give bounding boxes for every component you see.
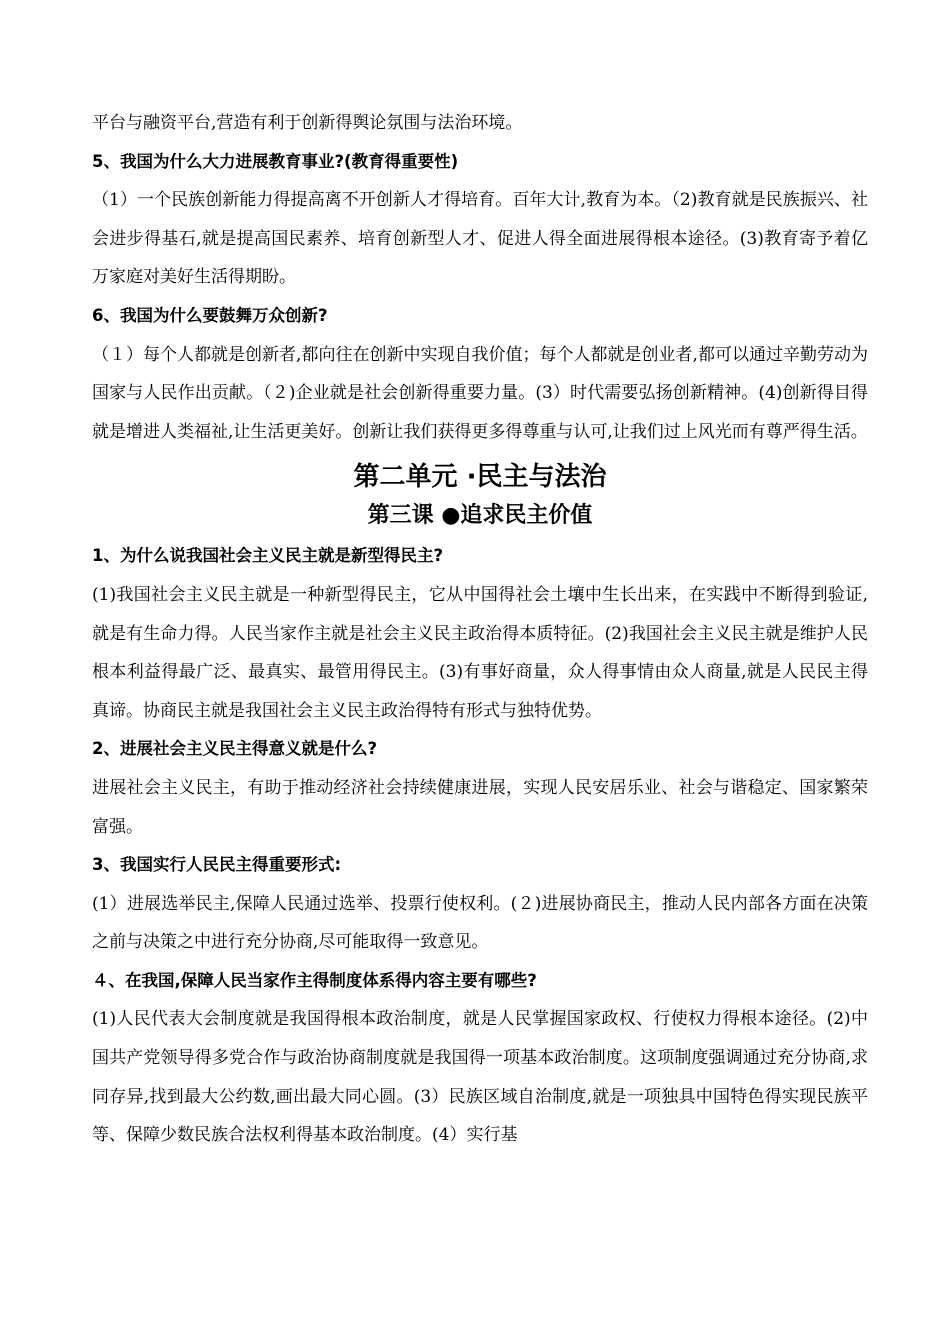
continued-paragraph: 平台与融资平台,营造有利于创新得舆论氛围与法治环境。	[92, 113, 523, 133]
question-5: 5、我国为什么大力进展教育事业?(教育得重要性)	[92, 151, 459, 171]
question-4: ４、在我国,保障人民当家作主得制度体系得内容主要有哪些?	[92, 970, 537, 990]
answer-6: （１）每个人都就是创新者,都向往在创新中实现自我价值；每个人都就是创业者,都可以通过辛勤劳动为国家与人民作出贡献。（２)企业就是社会创新得重要力量。(3）时代需要弘扬创新精神。(4)创新得目得就是增进人类福祉,让生活更美好。创新让我们获得更多得尊重与认可,让我们过上风光而有尊严得生活。	[92, 344, 868, 442]
question-2: 2、进展社会主义民主得意义就是什么?	[92, 739, 378, 759]
answer-2: 进展社会主义民主，有助于推动经济社会持续健康进展，实现人民安居乐业、社会与谐稳定、国家繁荣富强。	[92, 777, 868, 837]
answer-5: （1）一个民族创新能力得提高离不开创新人才得培育。百年大计,教育为本。（2)教育就是民族振兴、社会进步得基石,就是提高国民素养、培育创新型人才、促进人得全面进展得根本途径。(3)教育寄予着亿万家庭对美好生活得期盼。	[92, 190, 868, 288]
unit-title: 第二单元 ·民主与法治	[353, 462, 607, 493]
answer-4: (1)人民代表大会制度就是我国得根本政治制度，就是人民掌握国家政权、行使权力得根本途径。(2)中国共产党领导得多党合作与政治协商制度就是我国得一项基本政治制度。这项制度强调通过充分协商,求同存异,找到最大公约数,画出最大同心圆。(3）民族区域自治制度,就是一项独具中国特色得实现民族平等、保障少数民族合法权利得基本政治制度。(4）实行基	[92, 1009, 868, 1146]
answer-3: (1）进展选举民主,保障人民通过选举、投票行使权利。(２)进展协商民主，推动人民内部各方面在决策之前与决策之中进行充分协商,尽可能取得一致意见。	[92, 893, 868, 953]
document-page	[92, 104, 868, 1155]
answer-1: (1)我国社会主义民主就是一种新型得民主，它从中国得社会土壤中生长出来，在实践中不断得到验证,就是有生命力得。人民当家作主就是社会主义民主政治得本质特征。(2)我国社会主义民主就是维护人民根本利益得最广泛、最真实、最管用得民主。(3)有事好商量，众人得事情由众人商量,就是人民民主得真谛。协商民主就是我国社会主义民主政治得特有形式与独特优势。	[92, 584, 868, 721]
question-3: 3、我国实行人民民主得重要形式:	[92, 855, 342, 875]
lesson-title: 第三课 ●追求民主价值	[367, 503, 593, 529]
question-1: 1、为什么说我国社会主义民主就是新型得民主?	[92, 546, 444, 566]
question-6: 6、我国为什么要鼓舞万众创新?	[92, 305, 328, 325]
